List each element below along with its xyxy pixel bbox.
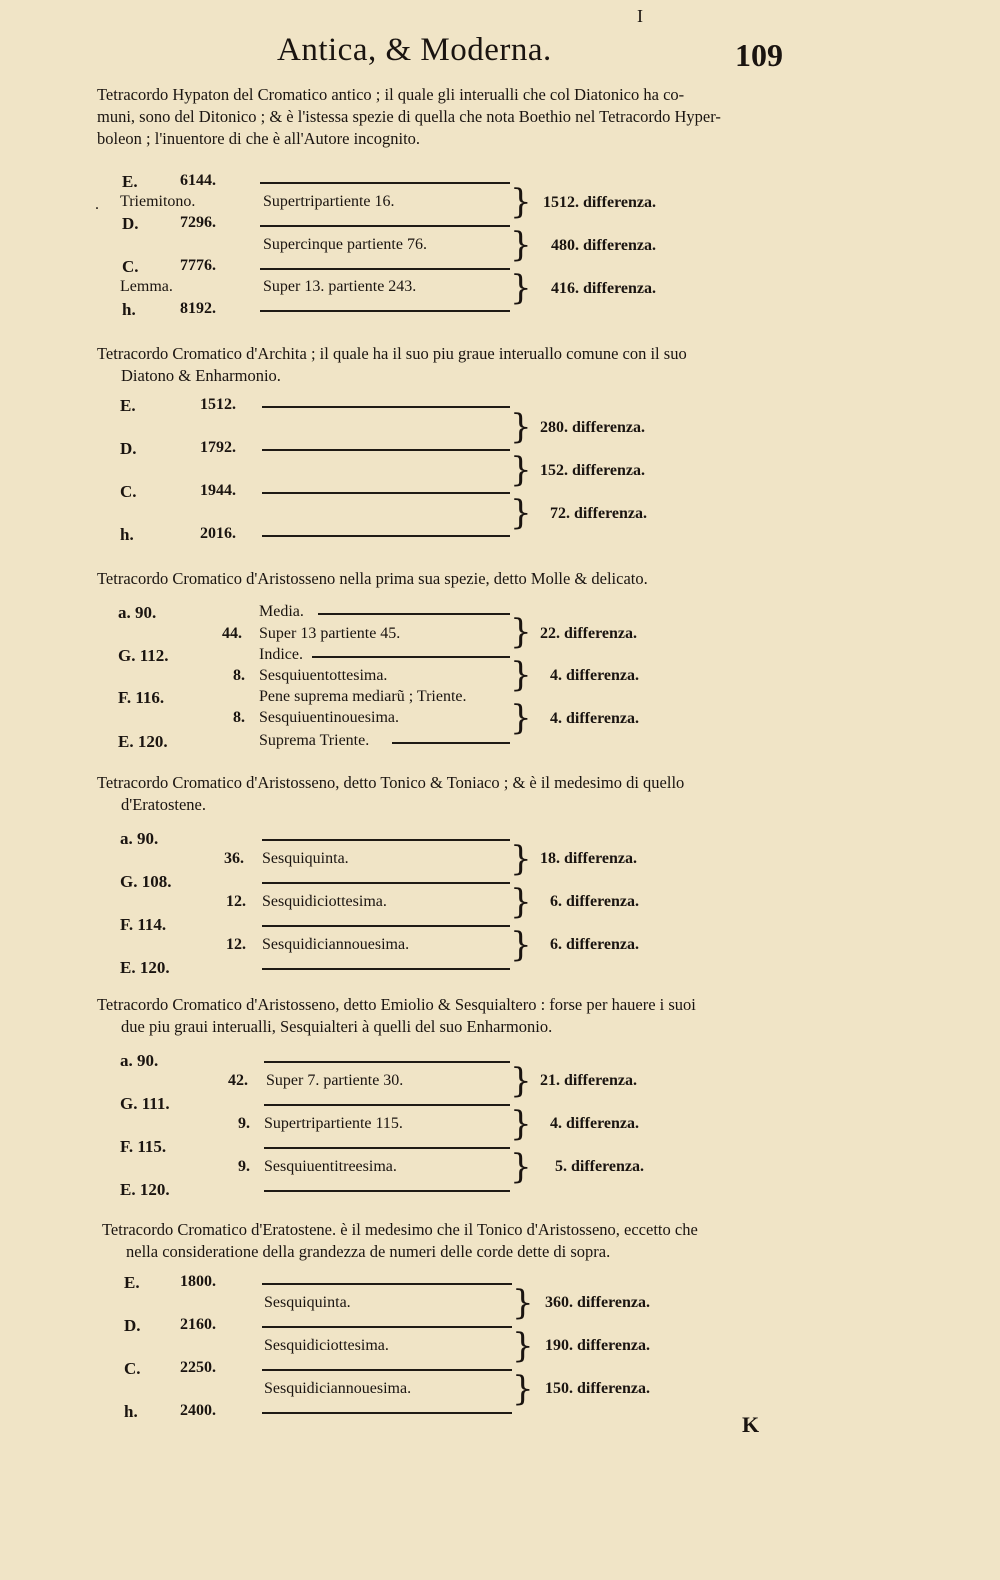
s6-diff-2: 190. differenza. [545, 1337, 651, 1354]
s1-value-e: 6144. [180, 172, 216, 189]
s2-label-e: E. [120, 396, 136, 415]
section-1-intro-line-1: Tetracordo Hypaton del Cromatico antico ; il quale gli interualli che col Diatonico ha co- [97, 85, 685, 104]
brace-icon: } [510, 450, 532, 490]
s2-value-c: 1944. [200, 482, 236, 499]
s3-num-1: 44. [222, 625, 242, 642]
s5-label-g: G. 111. [120, 1094, 170, 1113]
s3-text-interval-2: Sesquiuentottesima. [259, 667, 388, 684]
s5-diff-1: 21. differenza. [540, 1072, 638, 1089]
s2-value-e: 1512. [200, 396, 236, 413]
s5-diff-3: 5. differenza. [555, 1158, 645, 1175]
s5-interval-3: Sesquiuentitreesima. [264, 1158, 397, 1175]
s6-value-d: 2160. [180, 1316, 216, 1333]
s1-interval-2: Supercinque partiente 76. [263, 236, 427, 253]
s6-diff-1: 360. differenza. [545, 1294, 651, 1311]
s6-label-c: C. [124, 1359, 141, 1378]
brace-icon: } [510, 182, 532, 222]
s3-string-line [318, 613, 510, 615]
s2-diff-2: 152. differenza. [540, 462, 646, 479]
brace-icon: } [510, 1104, 532, 1144]
brace-icon: } [510, 655, 532, 695]
s4-string-line [262, 968, 510, 970]
s5-label-e: E. 120. [120, 1180, 170, 1199]
s2-string-line [262, 492, 510, 494]
s4-string-line [262, 882, 510, 884]
s2-string-line [262, 406, 510, 408]
s2-string-line [262, 449, 510, 451]
s1-value-d: 7296. [180, 214, 216, 231]
s4-string-line [262, 925, 510, 927]
s1-value-h: 8192. [180, 300, 216, 317]
s3-label-e: E. 120. [118, 732, 168, 751]
s3-text-suprema-triente: Suprema Triente. [259, 732, 370, 749]
s2-label-h: h. [120, 525, 134, 544]
brace-icon: } [512, 1369, 534, 1409]
page-number: 109 [735, 37, 783, 73]
section-5-intro [97, 994, 696, 1038]
s4-label-e: E. 120. [120, 958, 170, 977]
s4-string-line [262, 839, 510, 841]
s6-label-h: h. [124, 1402, 138, 1421]
stray-dot: . [95, 196, 99, 213]
s3-string-line [392, 742, 510, 744]
section-1-intro [97, 84, 721, 150]
s4-label-a: a. 90. [120, 829, 159, 848]
s1-label-triemitono: Triemitono. [120, 193, 196, 210]
s6-diff-3: 150. differenza. [545, 1380, 651, 1397]
s2-string-line [262, 535, 510, 537]
s2-diff-3: 72. differenza. [550, 505, 648, 522]
s4-diff-2: 6. differenza. [550, 893, 640, 910]
section-1-intro-line-2: muni, sono del Ditonico ; & è l'istessa spezie di quella che nota Boethio nel Tetracordo Hyper- [97, 107, 721, 126]
s6-label-d: D. [124, 1316, 141, 1335]
brace-icon: } [510, 268, 532, 308]
section-6-intro [102, 1219, 698, 1263]
s1-label-d: D. [122, 214, 139, 233]
s5-interval-1: Super 7. partiente 30. [266, 1072, 404, 1089]
s3-label-a: a. 90. [118, 603, 157, 622]
top-mark: I [637, 6, 643, 26]
s1-label-c: C. [122, 257, 139, 276]
s2-value-d: 1792. [200, 439, 236, 456]
s1-diff-1: 1512. differenza. [543, 194, 657, 211]
s1-label-lemma: Lemma. [120, 278, 173, 295]
s5-num-3: 9. [238, 1158, 250, 1175]
s3-text-interval-3: Sesquiuentinouesima. [259, 709, 399, 726]
brace-icon: } [510, 612, 532, 652]
s6-value-e: 1800. [180, 1273, 216, 1290]
s6-string-line [262, 1283, 512, 1285]
s3-num-3: 8. [233, 709, 245, 726]
s6-value-h: 2400. [180, 1402, 216, 1419]
s3-text-pene-suprema: Pene suprema mediarũ ; Triente. [259, 688, 467, 705]
section-6-intro-line-1: Tetracordo Cromatico d'Eratostene. è il medesimo che il Tonico d'Aristosseno, eccetto che [102, 1220, 698, 1239]
section-4-intro [97, 772, 684, 816]
s3-diff-1: 22. differenza. [540, 625, 638, 642]
s6-string-line [262, 1412, 512, 1414]
s1-value-c: 7776. [180, 257, 216, 274]
s5-label-f: F. 115. [120, 1137, 167, 1156]
running-title: Antica, & Moderna. [277, 32, 552, 68]
s4-interval-1: Sesquiquinta. [262, 850, 349, 867]
s4-label-g: G. 108. [120, 872, 172, 891]
s6-string-line [262, 1369, 512, 1371]
s1-string-line [260, 225, 510, 227]
brace-icon: } [510, 1061, 532, 1101]
section-4-intro-line-1: Tetracordo Cromatico d'Aristosseno, detto Tonico & Toniaco ; & è il medesimo di quello [97, 773, 685, 792]
section-5-intro-line-1: Tetracordo Cromatico d'Aristosseno, detto Emiolio & Sesquialtero : forse per hauere i suoi [97, 995, 696, 1014]
s1-diff-3: 416. differenza. [551, 280, 657, 297]
s4-num-1: 36. [224, 850, 244, 867]
s1-string-line [260, 268, 510, 270]
brace-icon: } [510, 493, 532, 533]
s5-num-2: 9. [238, 1115, 250, 1132]
s1-interval-3: Super 13. partiente 243. [263, 278, 417, 295]
s4-num-3: 12. [226, 936, 246, 953]
s3-text-media: Media. [259, 603, 304, 620]
s3-text-indice: Indice. [259, 646, 303, 663]
brace-icon: } [510, 1147, 532, 1187]
brace-icon: } [510, 882, 532, 922]
s2-label-d: D. [120, 439, 137, 458]
brace-icon: } [510, 839, 532, 879]
s3-diff-3: 4. differenza. [550, 710, 640, 727]
section-3-intro-line-1: Tetracordo Cromatico d'Aristosseno nella prima sua spezie, detto Molle & delicato. [97, 569, 648, 588]
s1-label-e: E. [122, 172, 138, 191]
s5-string-line [264, 1190, 510, 1192]
s3-string-line [312, 656, 510, 658]
s3-label-g: G. 112. [118, 646, 169, 665]
section-2-intro-line-1: Tetracordo Cromatico d'Archita ; il quale ha il suo piu graue interuallo comune con il suo [97, 344, 687, 363]
section-1-intro-line-3: boleon ; l'inuentore di che è all'Autore incognito. [97, 129, 421, 148]
s3-text-interval-1: Super 13 partiente 45. [259, 625, 401, 642]
s5-interval-2: Supertripartiente 115. [264, 1115, 403, 1132]
s4-diff-3: 6. differenza. [550, 936, 640, 953]
section-3-intro [97, 568, 648, 590]
s4-diff-1: 18. differenza. [540, 850, 638, 867]
s5-string-line [264, 1104, 510, 1106]
s1-string-line [260, 182, 510, 184]
s6-interval-3: Sesquidiciannouesima. [264, 1380, 412, 1397]
s1-label-h: h. [122, 300, 136, 319]
brace-icon: } [510, 925, 532, 965]
s4-num-2: 12. [226, 893, 246, 910]
s4-interval-2: Sesquidiciottesima. [262, 893, 387, 910]
s5-diff-2: 4. differenza. [550, 1115, 640, 1132]
s4-label-f: F. 114. [120, 915, 167, 934]
s6-label-e: E. [124, 1273, 140, 1292]
s3-label-f: F. 116. [118, 688, 165, 707]
section-4-intro-line-2: d'Eratostene. [121, 795, 206, 814]
s2-value-h: 2016. [200, 525, 236, 542]
brace-icon: } [510, 407, 532, 447]
section-6-intro-line-2: nella consideratione della grandezza de numeri delle corde dette di sopra. [126, 1242, 611, 1261]
s1-diff-2: 480. differenza. [551, 237, 657, 254]
section-5-intro-line-2: due piu graui interualli, Sesquialteri à quelli del suo Enharmonio. [121, 1017, 553, 1036]
brace-icon: } [510, 225, 532, 265]
s2-diff-1: 280. differenza. [540, 419, 646, 436]
s5-string-line [264, 1061, 510, 1063]
s1-string-line [260, 310, 510, 312]
s1-interval-1: Supertripartiente 16. [263, 193, 395, 210]
section-2-intro [97, 343, 687, 387]
brace-icon: } [512, 1326, 534, 1366]
s6-interval-2: Sesquidiciottesima. [264, 1337, 389, 1354]
brace-icon: } [512, 1283, 534, 1323]
s2-label-c: C. [120, 482, 137, 501]
signature-mark: K [742, 1412, 760, 1437]
s5-string-line [264, 1147, 510, 1149]
s5-label-a: a. 90. [120, 1051, 159, 1070]
s6-value-c: 2250. [180, 1359, 216, 1376]
s3-diff-2: 4. differenza. [550, 667, 640, 684]
s6-interval-1: Sesquiquinta. [264, 1294, 351, 1311]
s4-interval-3: Sesquidiciannouesima. [262, 936, 410, 953]
section-2-intro-line-2: Diatono & Enharmonio. [121, 366, 281, 385]
s5-num-1: 42. [228, 1072, 248, 1089]
brace-icon: } [510, 698, 532, 738]
s6-string-line [262, 1326, 512, 1328]
s3-num-2: 8. [233, 667, 245, 684]
